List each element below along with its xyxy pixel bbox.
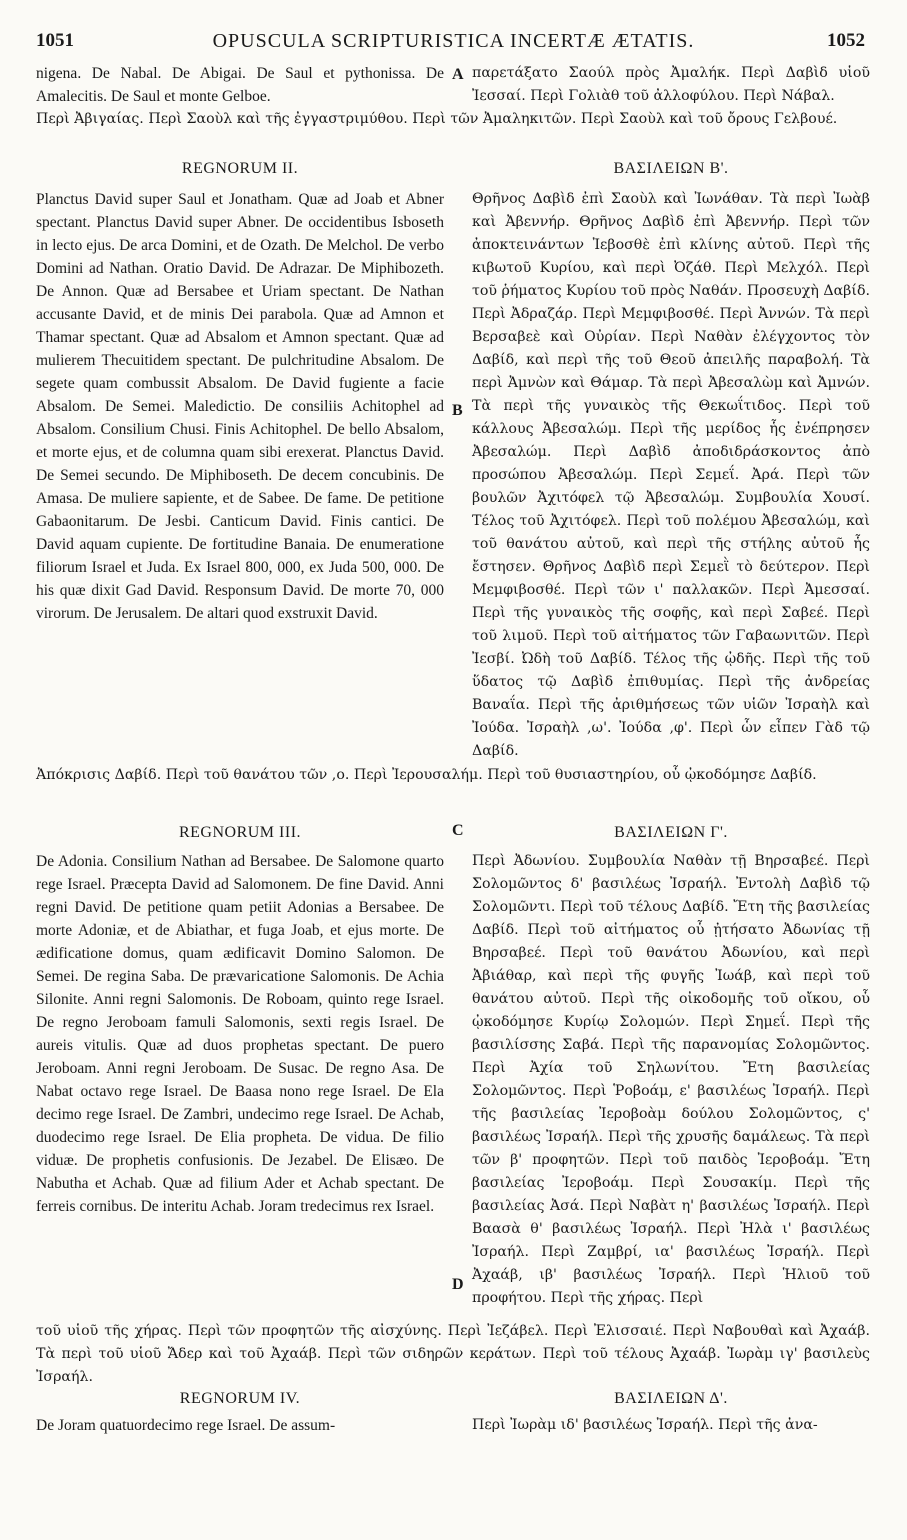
section3-greek-full: τοῦ υἱοῦ τῆς χήρας. Περὶ τῶν προφητῶν τῆς αἰσχύνης. Περὶ Ἰεζάβελ. Περὶ Ἐλισσαιέ. Περὶ Ναβουθαὶ καὶ Ἀχαάβ. Τὰ περὶ τοῦ υἱοῦ Ἄδερ καὶ τοῦ Ἀχαάβ. Περὶ τῶν σιδηρῶν κεράτων. Περὶ τοῦ τέλους Ἀχαάβ. Ἰωρὰμ ιγ' βασιλεὺς Ἰσραήλ. [36,1323,870,1385]
intro-latin: nigena. De Nabal. De Abigai. De Saul et pythonissa. De Amalecitis. De Saul et monte Gelboe. [36,65,444,105]
section3-greek: Περὶ Ἀδωνίου. Συμβουλία Ναθὰν τῇ Βηρσαβεέ. Περὶ Σολομῶντος δ' βασιλέως Ἰσραήλ. Ἐντολὴ Δαβὶδ τῷ Σολομῶντι. Περὶ τοῦ τέλους Δαβίδ. Ἔτη τῆς βασιλείας Δαβίδ. Περὶ τοῦ αἰτήματος οὗ ᾐτήσατο Ἀδωνίας τῇ Βηρσαβεέ. Περὶ τοῦ θανάτου Ἀδωνίου, καὶ περὶ Ἀβιάθαρ, καὶ περὶ τῆς φυγῆς Ἰωάβ, καὶ περὶ τοῦ θανάτου αὐτοῦ. Περὶ τῆς οἰκοδομῆς τοῦ οἴκου, οὗ ᾠκοδόμησε Κυρίῳ Σολομών. Περὶ Σημεΐ. Περὶ τῆς βασιλίσσης Σαβά. Περὶ τῆς παρανομίας Σολομῶντος. Περὶ Ἀχία τοῦ Σηλωνίτου. Ἔτη βασιλείας Σολομῶντος. Περὶ Ῥοβοάμ, ε' βασιλέως Ἰσραήλ. Περὶ τῆς βασιλείας Ἰεροβοὰμ δούλου Σολομῶντος, ς' βασιλέως Ἰσραήλ. Περὶ τῆς χρυσῆς δαμάλεως. Τὰ περὶ τῶν β' προφητῶν. Περὶ τοῦ παιδὸς Ἰεροβοάμ. Ἔτη βασιλείας Ἰεροβοάμ. Περὶ Σουσακίμ. Περὶ τῆς βασιλείας Ἀσά. Περὶ Ναβὰτ η' βασιλέως Ἰσραήλ. Περὶ Βαασὰ θ' βασιλέως Ἰσραήλ. Περὶ Ἠλὰ ι' βασιλέως Ἰσραήλ. Περὶ Ζαμβρί, ια' βασιλέως Ἰσραήλ. Περὶ Ἀχαάβ, ιβ' βασιλέως Ἰσραήλ. Περὶ Ἡλιοῦ τοῦ προφήτου. Περὶ τῆς χήρας. Περὶ [472,853,870,1306]
section3-latin: De Adonia. Consilium Nathan ad Bersabee. De Salomone quarto rege Israel. Præcepta David ad Salomonem. De fine David. Anni regni David. De petitione quam petiit Adonias a Bersabee. De morte Adoniæ, et de Abiathar, et fuga Joab, et ejus morte. De ædificatione domus, quam ædificavit Domino Salomon. De Semei. De regina Saba. De prævaricatione Salomonis. De Achia Silonite. Anni regni Salomonis. De Roboam, quinto rege Israel. De regno Jeroboam famuli Salomonis, sexti regis Israel. De aureis vitulis. Quæ ad duos prophetas spectant. De puero Jeroboam. Anni regni Jeroboam. De Susac. De regno Asa. De Nabat octavo rege Israel. De Baasa nono rege Israel. De Ela decimo rege Israel. De Zambri, undecimo rege Israel. De Achab, duodecimo rege Israel. De Elia propheta. De vidua. De filio viduæ. De prophetis confusionis. De Jezabel. De Elisæo. De Nabutha et Achab. Quæ ad filium Ader et Achab spectant. De ferreis cornibus. De interitu Achab. Joram tredecimus rex Israel. [36,853,444,1215]
page-number-left: 1051 [36,30,74,51]
margin-marker-a: A [452,66,464,83]
page-number-right: 1052 [827,30,865,51]
margin-marker-d: D [452,1276,464,1293]
section2-greek: Θρῆνος Δαβὶδ ἐπὶ Σαοὺλ καὶ Ἰωνάθαν. Τὰ περὶ Ἰωὰβ καὶ Ἀβεννήρ. Θρῆνος Δαβὶδ ἐπὶ Ἀβεννήρ. Περὶ τῶν ἀποκτεινάντων Ἰεβοσθὲ ἐπὶ κλίνης αὐτοῦ. Περὶ τῆς κιβωτοῦ Κυρίου, καὶ περὶ Ὀζάθ. Περὶ Μελχόλ. Περὶ τοῦ ῥήματος Κυρίου τοῦ πρὸς Ναθάν. Προσευχὴ Δαβίδ. Περὶ Ἀδραζάρ. Περὶ Μεμφιβοσθέ. Περὶ Ἀννών. Τὰ περὶ Βερσαβεὲ καὶ Οὐρίαν. Περὶ Ναθὰν ἐλέγχοντος τὸν Δαβίδ, καὶ περὶ τῆς τοῦ Θεοῦ ἀπειλῆς παραβολή. Τὰ περὶ Ἀμνὼν καὶ Θάμαρ. Τὰ περὶ Ἀβεσαλὼμ καὶ Ἀμνών. Τὰ περὶ τῆς γυναικὸς τῆς Θεκωΐτιδος. Περὶ τοῦ κάλλους Ἀβεσαλώμ. Περὶ τῆς μερίδος ἧς ἐνέπρησεν Ἀβεσαλώμ. Περὶ Δαβὶδ ἀποδιδράσκοντος ἀπὸ προσώπου Ἀβεσαλώμ. Περὶ Σεμεΐ. Ἀρά. Περὶ τῶν βουλῶν Ἀχιτόφελ τῷ Ἀβεσαλώμ. Συμβουλία Χουσί. Τέλος τοῦ Ἀχιτόφελ. Περὶ τοῦ πολέμου Ἀβεσαλώμ, καὶ τοῦ θανάτου αὐτοῦ, καὶ περὶ τῆς στήλης αὐτοῦ ἧς ἔστησεν. Θρῆνος Δαβὶδ περὶ Σεμεῒ τὸ δεύτερον. Περὶ Μεμφιβοσθέ. Περὶ τῶν ι' παλλακῶν. Περὶ Ἀμεσσαί. Περὶ τῆς γυναικὸς τῆς σοφῆς, καὶ περὶ Σαβεέ. Περὶ τοῦ λιμοῦ. Περὶ τοῦ αἰτήματος τῶν Γαβαωνιτῶν. Περὶ Ἰεσβί. Ὠδὴ τοῦ Δαβίδ. Τέλος τῆς ᾠδῆς. Περὶ τῆς τοῦ ὕδατος τῷ Δαβὶδ ἐπιθυμίας. Περὶ τῆς ἀνδρείας Βαναΐα. Περὶ τῆς ἀριθμήσεως τῶν υἱῶν Ἰσραὴλ καὶ Ἰούδα. Ἰσραὴλ ,ω'. Ἰούδα ,φ'. Περὶ ὧν εἶπεν Γὰδ τῷ Δαβίδ. [472,191,870,759]
running-title: OPUSCULA SCRIPTURISTICA INCERTÆ ÆTATIS. [212,30,695,52]
margin-marker-c: C [452,822,464,839]
intro-greek: παρετάξατο Σαούλ πρὸς Ἀμαλήκ. Περὶ Δαβὶδ υἱοῦ Ἰεσσαί. Περὶ Γολιὰθ τοῦ ἀλλοφύλου. Περὶ Νάβαλ. [472,65,870,104]
intro-greek-full: Περὶ Ἀβιγαίας. Περὶ Σαοὺλ καὶ τῆς ἐγγαστριμύθου. Περὶ τῶν Ἀμαληκιτῶν. Περὶ Σαοὺλ καὶ τοῦ ὄρους Γελβουέ. [36,111,838,127]
heading-basileion-b: ΒΑΣΙΛΕΙΩΝ Β'. [613,160,729,177]
margin-marker-b: B [452,402,463,419]
section2-latin: Planctus David super Saul et Jonatham. Quæ ad Joab et Abner spectant. Planctus David super Abner. De occidentibus Isboseth in lecto ejus. De arca Domini, et de Ozath. De Melchol. De verbo Domini ad Nathan. Oratio David. De Adrazar. De Miphibozeth. De Annon. Quæ ad Bersabee et Uriam spectant. De Nathan accusante David, et de minis Dei parabola. Quæ ad Amnon et Thamar spectant. Quæ ad Absalom et Amnon spectant. Quæ ad mulierem Thecuitidem spectant. De pulchritudine Absalom. De segete quam combussit Absalom. De David fugiente a facie Absalom. De Semei. Maledictio. De consiliis Achitophel ad Absalom. Consilium Chusi. Finis Achitophel. De bello Absalom, et morte ejus, et de columna quam sibi erexerat. Planctus David. De Semei secundo. De Miphiboseth. De decem concubinis. De Amasa. De muliere sapiente, et de Sabee. De fame. De petitione Gabaonitarum. De Jesbi. Canticum David. Finis cantici. De David aquam cupiente. De fortitudine Banaia. De enumeratione filiorum Israel et Juda. Ex Israel 800, 000, ex Juda 500, 000. De his quæ dixit Gad David. Responsum David. De morte 70, 000 virorum. De Jerusalem. De altari quod exstruxit David. [36,191,444,622]
section4-latin: De Joram quatuordecimo rege Israel. De assum- [36,1417,336,1434]
heading-basileion-d: ΒΑΣΙΛΕΙΩΝ Δ'. [614,1390,728,1407]
heading-regnorum-iv: REGNORUM IV. [179,1390,301,1407]
heading-regnorum-ii: REGNORUM II. [181,160,299,177]
page-header [0,30,907,60]
section4-greek: Περὶ Ἰωρὰμ ιδ' βασιλέως Ἰσραήλ. Περὶ τῆς ἀνα- [472,1417,818,1433]
heading-regnorum-iii: REGNORUM III. [178,824,302,841]
section2-greek-full: Ἀπόκρισις Δαβίδ. Περὶ τοῦ θανάτου τῶν ,ο. Περὶ Ἰερουσαλήμ. Περὶ τοῦ θυσιαστηρίου, οὗ ᾠκοδόμησε Δαβίδ. [36,767,817,783]
heading-basileion-g: ΒΑΣΙΛΕΙΩΝ Γ'. [614,824,728,841]
